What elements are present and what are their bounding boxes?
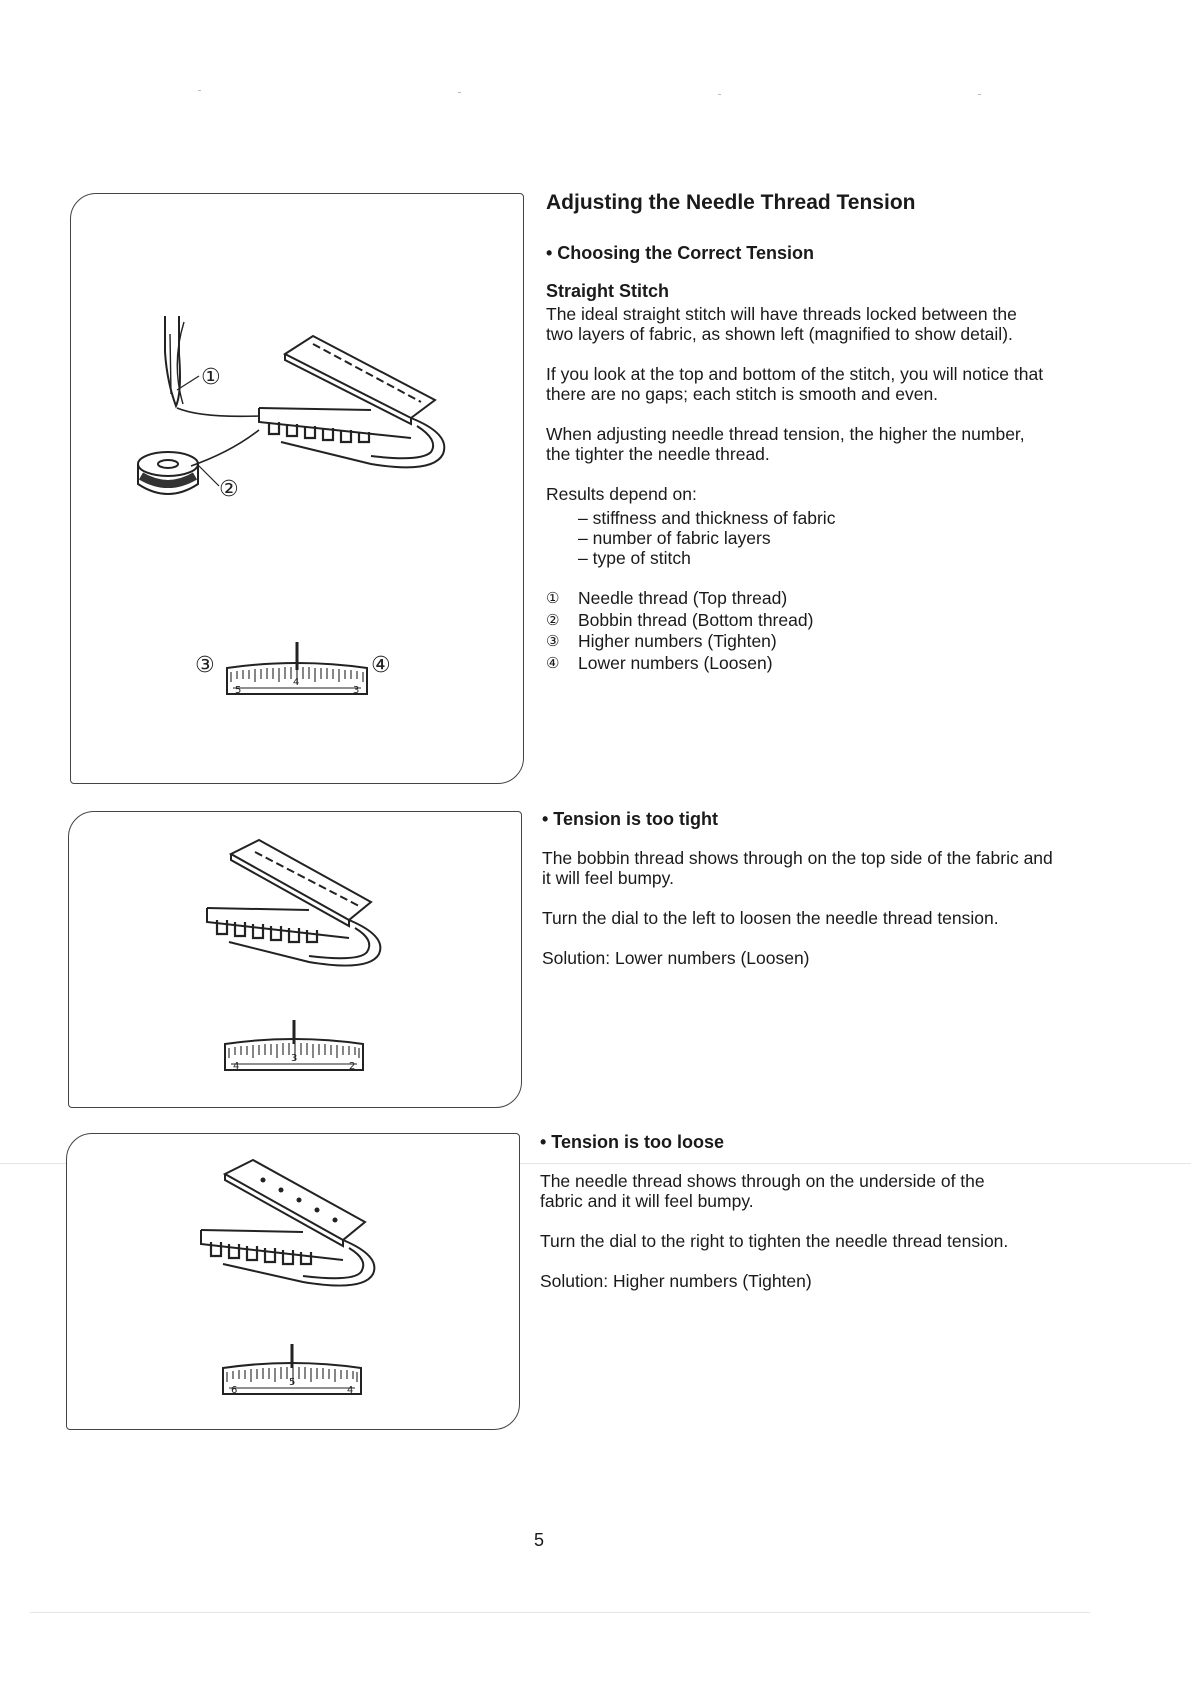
section-heading: • Tension is too tight	[542, 809, 718, 829]
callout-1: ①	[201, 365, 221, 390]
dial-number-left: 4	[233, 1061, 240, 1072]
callout-3: ③	[195, 653, 215, 678]
section-heading: • Tension is too loose	[540, 1132, 724, 1152]
illustration-tight-stitch	[69, 812, 521, 1107]
list-item: – stiffness and thickness of fabric	[578, 508, 836, 528]
list-item: – number of fabric layers	[578, 528, 771, 548]
figure-tension-too-loose	[66, 1133, 520, 1430]
legend-item	[546, 588, 1046, 610]
list-item: – type of stitch	[578, 548, 691, 568]
solution: Solution: Higher numbers (Tighten)	[540, 1271, 812, 1291]
dial-number-left: 5	[235, 685, 242, 696]
illustration-loose-stitch	[67, 1134, 519, 1429]
paragraph: The bobbin thread shows through on the top side of the fabric and it will feel bumpy.	[542, 848, 1053, 888]
paragraph: Turn the dial to the right to tighten the needle thread tension.	[540, 1231, 1009, 1251]
legend-number: ④	[546, 654, 560, 672]
dial-number-right: 2	[349, 1061, 356, 1072]
sub-heading: Straight Stitch	[546, 281, 670, 301]
section-heading: • Choosing the Correct Tension	[546, 243, 814, 263]
legend-item	[546, 653, 1046, 675]
dial-number-mid: 3	[291, 1053, 298, 1064]
figure-correct-tension	[70, 193, 524, 784]
legend-label: Higher numbers (Tighten)	[578, 631, 777, 651]
dial-number-right: 3	[353, 685, 360, 696]
section-too-tight	[542, 808, 1062, 968]
section-correct-tension	[546, 190, 1046, 674]
legend-item	[546, 610, 1046, 632]
legend	[546, 588, 1046, 674]
legend-label: Needle thread (Top thread)	[578, 588, 788, 608]
dial-number-right: 4	[347, 1385, 354, 1396]
legend-number: ②	[546, 611, 560, 629]
callout-2: ②	[219, 477, 239, 502]
dial-number-left: 6	[231, 1385, 238, 1396]
paragraph: The needle thread shows through on the underside of the fabric and it will feel bumpy.	[540, 1171, 985, 1211]
paragraph: When adjusting needle thread tension, the higher the number, the tighter the needle thread.	[546, 424, 1025, 464]
legend-label: Lower numbers (Loosen)	[578, 652, 773, 673]
paragraph: If you look at the top and bottom of the stitch, you will notice that there are no gaps; each stitch is smooth and even.	[546, 364, 1044, 404]
paragraph: The ideal straight stitch will have threads locked between the two layers of fabric, as shown left (magnified to show detail).	[546, 304, 1017, 344]
results-list	[546, 508, 1046, 568]
results-intro: Results depend on:	[546, 484, 697, 504]
legend-number: ③	[546, 633, 560, 650]
legend-item	[546, 631, 1046, 653]
dial-number-mid: 5	[289, 1377, 296, 1388]
illustration-correct-stitch	[71, 194, 523, 783]
page-title: Adjusting the Needle Thread Tension	[546, 191, 916, 214]
figure-tension-too-tight	[68, 811, 522, 1108]
legend-label: Bobbin thread (Bottom thread)	[578, 609, 814, 630]
legend-number: ①	[546, 590, 560, 607]
page-number: 5	[534, 1530, 545, 1550]
paragraph: Turn the dial to the left to loosen the needle thread tension.	[542, 908, 999, 928]
dial-number-mid: 4	[293, 677, 300, 688]
section-too-loose	[540, 1131, 1020, 1291]
callout-4: ④	[371, 653, 391, 678]
solution: Solution: Lower numbers (Loosen)	[542, 948, 810, 968]
